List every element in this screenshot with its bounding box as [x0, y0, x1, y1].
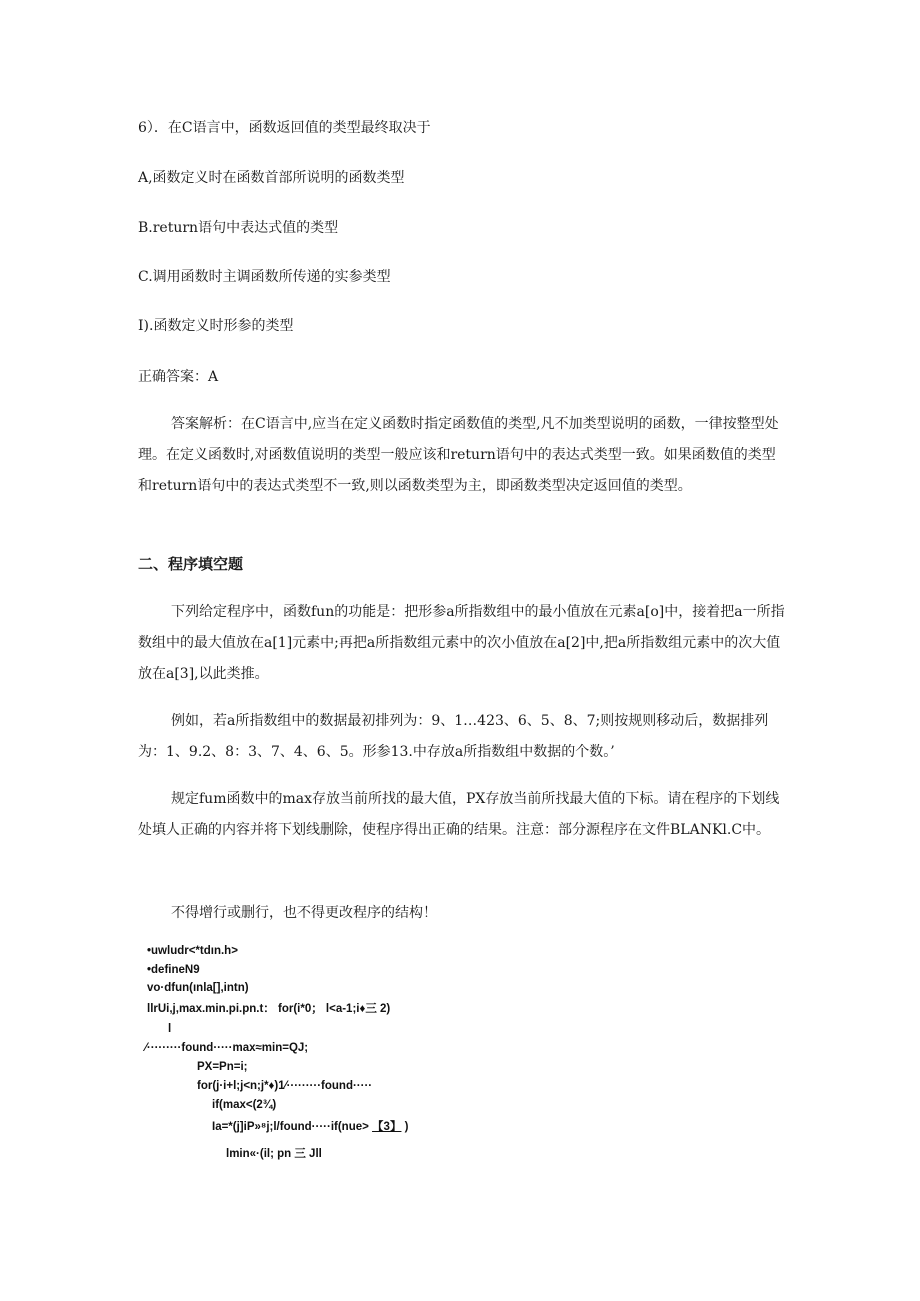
code-text: ) [404, 1121, 409, 1133]
code-line: llrUi,j,max.min.pi.pn.t： for(i*0； l<a-1;i♦三 2) [147, 1003, 391, 1015]
code-line: lmin«·(il; pn 三 Jll [226, 1148, 322, 1160]
problem-note: 不得增行或删行，也不得更改程序的结构！ [171, 905, 437, 921]
blank-3: 【3】 [372, 1121, 402, 1133]
code-line: •defineN9 [147, 964, 200, 976]
code-line: ⁄·········found·····max≈min=QJ; [145, 1042, 309, 1054]
code-line: for(j·i+l;j<n;j*♦)1⁄·········found····· [197, 1080, 373, 1092]
section-title: 二、程序填空题 [138, 555, 244, 573]
code-line: if(max<(2¾) [212, 1099, 277, 1111]
option-b: B.return语句中表达式值的类型 [138, 220, 339, 236]
code-line [212, 1119, 409, 1135]
code-line: vo·dfun(ınla[],intn) [147, 982, 249, 994]
code-line: l [168, 1023, 172, 1035]
problem-description: 下列给定程序中，函数fun的功能是：把形参a所指数组中的最小值放在元素a[o]中，接着把a一所指数组中的最大值放在a[1]元素中;再把a所指数组元素中的次小值放在a[2]中,把a所指数组元素中的次大值放在a[3],以此类推。 [138, 604, 785, 682]
correct-answer: 正确答案：A [138, 369, 219, 385]
code-line: •uwludr<*tdın.h> [147, 945, 238, 957]
option-c: C.调用函数时主调函数所传递的实参类型 [138, 269, 391, 285]
problem-requirement: 规定fum函数中的max存放当前所找的最大值，PX存放当前所找最大值的下标。请在程序的下划线处填人正确的内容并将下划线删除，使程序得出正确的结果。注意：部分源程序在文件BLANKl.C中。 [138, 791, 780, 838]
option-d: I).函数定义时形参的类型 [138, 318, 294, 334]
option-a: A,函数定义时在函数首部所说明的函数类型 [138, 170, 405, 186]
question-stem: 6）．在C语言中，函数返回值的类型最终取决于 [138, 120, 431, 136]
problem-example: 例如，若a所指数组中的数据最初排列为：9、1…423、6、5、8、7;则按规则移动后，数据排列为：1、9.2、8：3、7、4、6、5。形参13.中存放a所指数组中数据的个数。’ [138, 713, 769, 760]
answer-explanation: 答案解析：在C语言中,应当在定义函数时指定函数值的类型,凡不加类型说明的函数，一律按整型处理。在定义函数时,对函数值说明的类型一般应该和return语句中的表达式类型一致。如果函数值的类型和return语句中的表达式类型不一致,则以函数类型为主，即函数类型决定返回值的类型。 [138, 416, 779, 494]
code-text: Ia=*(j]iP»⁸j;l/found·····if(nue> [212, 1121, 369, 1133]
code-line: PX=Pn=i; [197, 1061, 248, 1073]
